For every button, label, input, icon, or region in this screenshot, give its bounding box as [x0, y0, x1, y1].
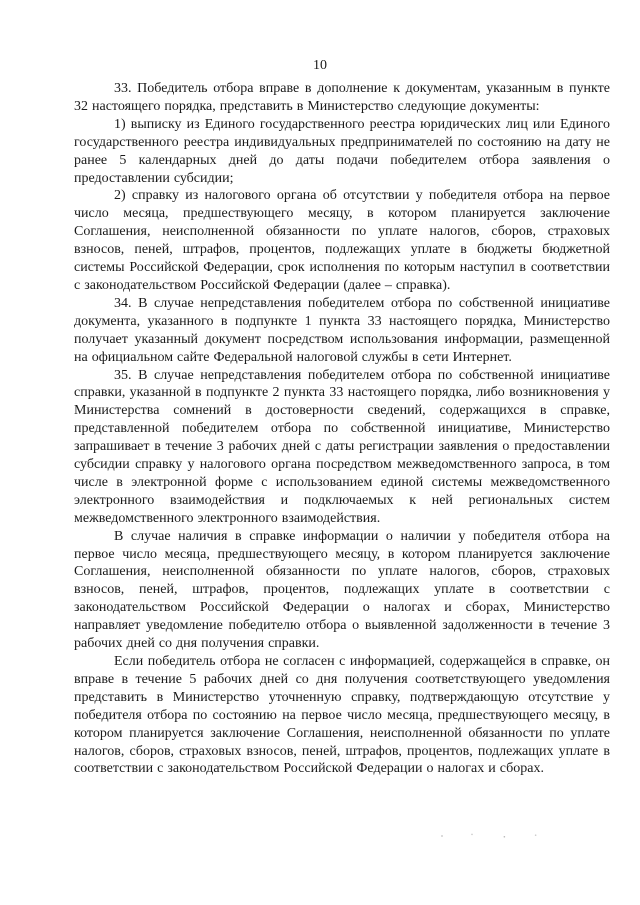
- paragraph-33-item-1: 1) выписку из Единого государственного реестра юридических лиц или Единого государственного реестра индивидуальных предпринимателей по состоянию на дату не ранее 5 календарных дней до даты подачи победителем отбора заявления о предоставлении субсидии;: [74, 116, 610, 186]
- paragraph-35-disagreement: Если победитель отбора не согласен с информацией, содержащейся в справке, он вправе в течение 5 рабочих дней со дня получения соответствующего уведомления представить в Министерство уточненную справку, подтверждающую отсутствие у победителя отбора по состоянию на первое число месяца, предшествующего месяцу, в котором планируется заключение Соглашения, неисполненной обязанности по уплате налогов, сборов, страховых взносов, пеней, штрафов, процентов, подлежащих уплате в соответствии с законодательством Российской Федерации о налогах и сборах.: [74, 654, 610, 777]
- page-number: 10: [313, 58, 327, 73]
- paragraph-33-item-2: 2) справку из налогового органа об отсутствии у победителя отбора на первое число месяца, предшествующего месяцу, в котором планируется заключение Соглашения, неисполненной обязанности по уплате налогов, сборов, страховых взносов, пеней, штрафов, процентов, подлежащих уплате в бюджеты бюджетной системы Российской Федерации, срок исполнения по которым наступил в соответствии с законодательством Российской Федерации (далее – справка).: [74, 188, 610, 293]
- paragraph-35-debt-notice: В случае наличия в справке информации о наличии у победителя отбора на первое число месяца, предшествующего месяцу, в котором планируется заключение Соглашения, неисполненной обязанности по уплате налогов, сборов, страховых взносов, пеней, штрафов, процентов, подлежащих уплате в соответствии с законодательством Российской Федерации о налогах и сборах, Министерство направляет уведомление победителю отбора о выявленной задолженности в течение 3 рабочих дней со дня получения справки.: [74, 528, 610, 652]
- paragraph-33: 33. Победитель отбора вправе в дополнение к документам, указанным в пункте 32 настоящего порядка, представить в Министерство следующие документы:: [74, 81, 610, 114]
- document-body: [74, 80, 610, 778]
- scan-speckle: [430, 832, 550, 840]
- paragraph-34: 34. В случае непредставления победителем отбора по собственной инициативе документа, указанного в подпункте 1 пункта 33 настоящего порядка, Министерство получает указанный документ посредством использования информации, размещенной на официальном сайте Федеральной налоговой службы в сети Интернет.: [74, 295, 610, 365]
- paragraph-35: 35. В случае непредставления победителем отбора по собственной инициативе справки, указанной в подпункте 2 пункта 33 настоящего порядка, либо возникновения у Министерства сомнений в достоверности сведений, содержащихся в справке, представленной победителем отбора по собственной инициативе, Министерство запрашивает в течение 3 рабочих дней с даты регистрации заявления о предоставлении субсидии справку у налогового органа посредством межведомственного запроса, в том числе в электронной форме с использованием единой системы межведомственного электронного взаимодействия и подключаемых к ней региональных систем межведомственного электронного взаимодействия.: [74, 367, 610, 526]
